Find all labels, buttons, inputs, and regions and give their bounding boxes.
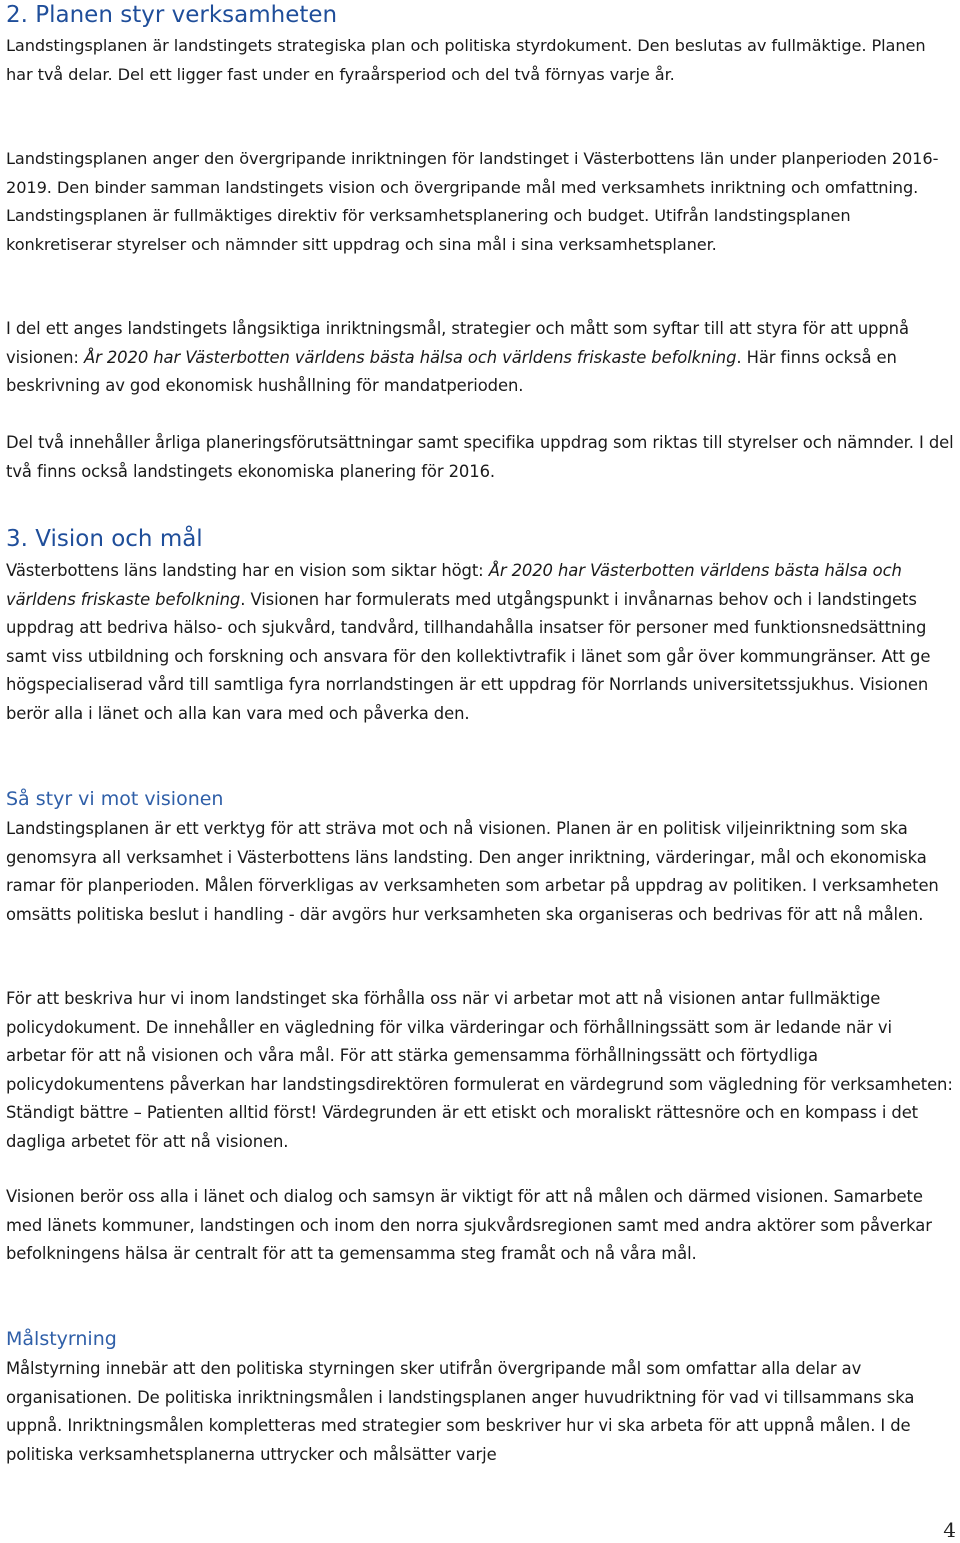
subheading-sa-styr-vi: Så styr vi mot visionen [6,788,224,810]
paragraph: Målstyrning innebär att den politiska styrningen sker utifrån övergripande mål som omfattar alla delar av organisationen. De politiska inriktningsmålen i landstingsplanen anger huvudriktning för vad vi tillsammans ska uppnå. Inriktningsmålen kompletteras med strategier som beskriver hur vi ska arbeta för att uppnå målen. I de politiska verksamhetsplanerna uttrycker och målsätter varje [6,1359,915,1464]
paragraph: Landstingsplanen är ett verktyg för att sträva mot och nå visionen. Planen är en politisk viljeinriktning som ska genomsyra all verksamhet i Västerbottens läns landsting. Den anger inriktning, värderingar, mål och ekonomiska ramar för planperioden. Målen förverkligas av verksamheten som arbetar på uppdrag av politiken. I verksamheten omsätts politiska beslut i handling - där avgörs hur verksamheten ska organiseras och bedrivas för att nå målen. [6,819,939,924]
paragraph [6,315,956,401]
text: . Visionen har formulerats med utgångspunkt i invånarnas behov och i landstingets uppdrag att bedriva hälso- och sjukvård, tandvård, tillhandahålla insatser för personer med funktionsnedsättning samt viss utbildning och forskning och ansvara för den kollektivtrafik i länet som går över kommungränser. Att ge högspecialiserad vård till samtliga fyra norrlandstingen är ett uppdrag för Norrlands universitetssjukhus. Visionen berör alla i länet och alla kan vara med och påverka den. [6,589,931,723]
paragraph: Landstingsplanen är landstingets strategiska plan och politiska styrdokument. Den beslutas av fullmäktige. Planen har två delar. Del ett ligger fast under en fyraårsperiod och del två förnyas varje år. [6,36,926,84]
section-heading-2: 2. Planen styr verksamheten [6,2,338,28]
paragraph: Visionen berör oss alla i länet och dialog och samsyn är viktigt för att nå målen och därmed visionen. Samarbete med länets kommuner, landstingen och inom den norra sjukvårdsregionen samt med andra aktörer som påverkar befolkningens hälsa är centralt för att ta gemensamma steg framåt och nå våra mål. [6,1187,932,1264]
vision-quote: År 2020 har Västerbotten världens bästa hälsa och världens friskaste befolkning [83,347,737,367]
text: Västerbottens läns landsting har en vision som siktar högt: [6,561,489,580]
section-heading-3: 3. Vision och mål [6,526,203,552]
text: I del ett anges landstingets långsiktiga inriktningsmål, strategier och mått som syftar till att styra för att uppnå visionen: [6,319,909,367]
paragraph [6,557,956,729]
subheading-malstyrning: Målstyrning [6,1328,117,1350]
vision-quote: År 2020 har Västerbotten världens bästa hälsa och världens friskaste befolkning [6,561,902,609]
paragraph: Landstingsplanen anger den övergripande inriktningen för landstinget i Västerbottens län under planperioden 2016-2019. Den binder samman landstingets vision och övergripande mål med verksamhets inriktning och omfattning. Landstingsplanen är fullmäktiges direktiv för verksamhetsplanering och budget. Utifrån landstingsplanen konkretiserar styrelser och nämnder sitt uppdrag och sina mål i sina verksamhetsplaner. [6,149,939,254]
page-number: 4 [943,1518,956,1542]
paragraph: För att beskriva hur vi inom landstinget ska förhålla oss när vi arbetar mot att nå visionen antar fullmäktige policydokument. De innehåller en vägledning för vilka värderingar och förhållningssätt som är ledande när vi arbetar för att nå visionen och våra mål. För att stärka gemensamma förhållningssätt och förtydliga policydokumentens påverkan har landstingsdirektören formulerat en värdegrund som vägledning för verksamheten: Ständigt bättre – Patienten alltid först! Värdegrunden är ett etiskt och moraliskt rättesnöre och en kompass i det dagliga arbetet för att nå visionen. [6,989,953,1151]
paragraph: Del två innehåller årliga planeringsförutsättningar samt specifika uppdrag som riktas till styrelser och nämnder. I del två finns också landstingets ekonomiska planering för 2016. [6,433,954,481]
text: . Här finns också en beskrivning av god ekonomisk hushållning för mandatperioden. [6,347,897,396]
